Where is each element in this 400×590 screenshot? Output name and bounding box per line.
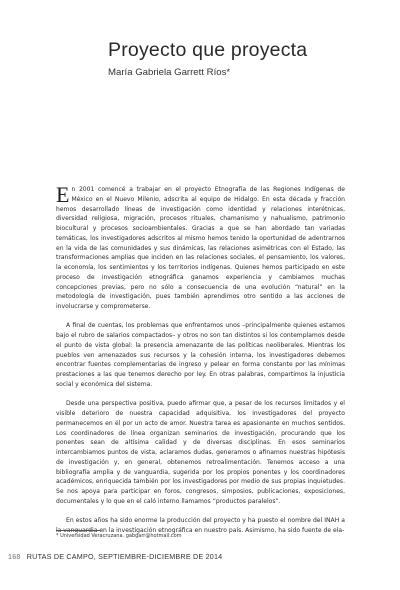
page-number: 168 (8, 552, 21, 561)
paragraph-4: En estos años ha sido enorme la producción del proyecto y ha puesto el nombre del INAH a la vanguardia en la investigación etnográfica en nuestro país. Asimismo, ha sido fuente de ela- (56, 517, 345, 535)
article-body (56, 182, 345, 536)
article-author: María Gabriela Garrett Ríos* (108, 67, 231, 78)
paragraph-2: A final de cuentas, los problemas que enfrentamos unos –principalmente quienes estamos bajo el rubro de salarios compactados– y otros no son tan distintos si los contemplamos desde el punto de vista global: la presencia amenazante de las políticas neoliberales. Mientras los pueblos ven amenazados sus recursos y la cohesión interna, los investigadores debemos encontrar fuentes complementarias de ingreso y pelear en forma constante por las mínimas prestaciones a las que tenemos derecho por ley. En otras palabras, compartimos la injusticia social y económica del sistema. (56, 322, 345, 388)
paragraph-3: Desde una perspectiva positiva, puedo afirmar que, a pesar de los recursos limitados y el visible deterioro de nuestra capacidad adquisitiva, los investigadores del proyecto permanecemos en él por un acto de amor. Nuestra tarea es apasionante en muchos sentidos. Los coordinadores de línea organizan seminarios de investigación, procurando que los ponentes sean de altísima calidad y de diversas disciplinas. En esos seminarios intercambiamos puntos de vista, aclaramos dudas, generamos o afinamos nuestras hipótesis de investigación y, en general, obtenemos retroalimentación. Tenemos acceso a una bibliografía amplia y de vanguardia, sugerida por los propios ponentes y los coordinadores académicos, enriquecida también por los investigadores por medio de sus propias inquietudes. Se nos apoya para participar en foros, congresos, simposios, publicaciones, exposiciones, documentales y lo que en el caló interno llamamos “productos paralelos”. (56, 400, 345, 505)
article-title: Proyecto que proyecta (108, 39, 308, 61)
drop-cap: E (56, 182, 70, 207)
journal-name: RUTAS DE CAMPO, SEPTIEMBRE-DICIEMBRE DE 2014 (26, 552, 223, 561)
page-footer (8, 552, 368, 561)
footnote-divider (56, 530, 100, 531)
footnote: * Universidad Veracruzana. gabgarr@hotmail.com (56, 533, 182, 539)
paragraph-1 (56, 182, 345, 312)
paragraph-1-text: n 2001 comencé a trabajar en el proyecto Etnografía de las Regiones Indígenas de México en el Nuevo Milenio, adscrita al equipo de Hidalgo. En esta década y fracción hemos desarrollado líneas de investigación como identidad y relaciones interétnicas, diversidad religiosa, migración, procesos rituales, chamanismo y nahualismo, patrimonio biocultural y procesos socioambientales. Gracias a que se han abordado tan variadas temáticas, los investigadores adscritos al mismo hemos tenido la oportunidad de adentrarnos en la vida de las comunidades y sus dinámicas, las relaciones asimétricas con el Estado, las transformaciones amplias que inciden en las relaciones sociales, el pensamiento, los valores, la economía, los sentimientos y los territorios indígenas. Quienes hemos participado en este proceso de investigación etnográfica ganamos experiencia y cambiamos muchas concepciones previas, pero no sólo a consecuencia de una evolución “natural” en la metodología de investigación, pues también aprendimos otro sentido a las acciones de involucrarse y comprometerse. (56, 186, 345, 310)
